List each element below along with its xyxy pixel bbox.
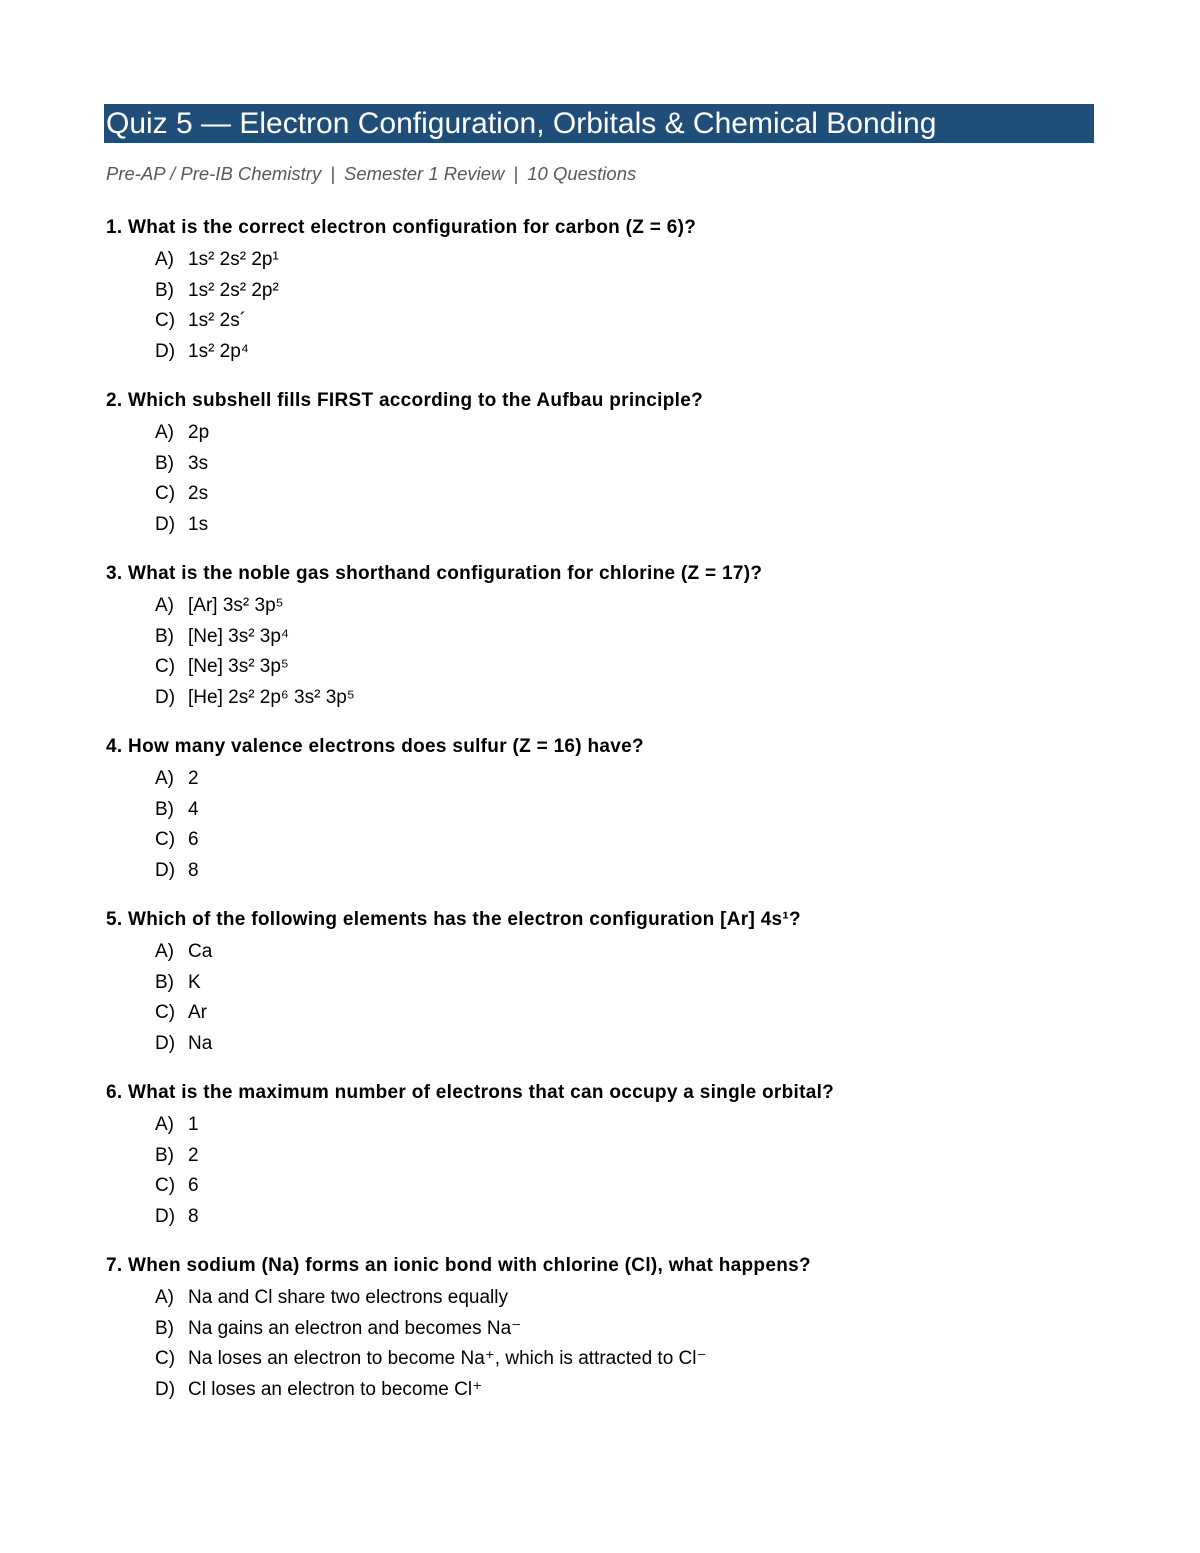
option-text: 1s² 2s² 2p¹ [188,249,279,270]
option-letter: C) [155,1002,176,1024]
option-text: [Ne] 3s² 3p⁵ [188,656,289,678]
option-letter: D) [155,687,176,709]
option-text: 2 [188,1144,199,1166]
option-letter: D) [155,514,176,536]
answer-option [155,998,1106,1029]
question-text [106,906,1106,934]
option-letter: D) [155,1206,176,1228]
subtitle-count: 10 Questions [527,163,637,184]
answer-option [155,652,1106,683]
option-list [106,245,1106,368]
question-number: 4. [106,736,123,757]
answer-option [155,306,1106,337]
question-prompt: Which subshell fills FIRST according to the Aufbau principle? [128,390,704,411]
question-text [106,560,1106,588]
question-number: 6. [106,1082,123,1103]
answer-option [155,825,1106,856]
question-prompt: What is the noble gas shorthand configuration for chlorine (Z = 17)? [128,563,763,584]
option-letter: D) [155,1033,176,1055]
option-letter: C) [155,1175,176,1197]
option-letter: A) [155,595,174,616]
answer-option [155,622,1106,653]
option-letter: C) [155,829,176,851]
question-text [106,214,1106,242]
answer-option [155,276,1106,307]
option-text: Na loses an electron to become Na⁺, which is attracted to Cl⁻ [188,1348,707,1370]
option-text: 4 [188,798,199,820]
question-2 [106,387,1106,560]
option-letter: C) [155,310,176,332]
subtitle-unit: Semester 1 Review [344,163,505,184]
option-text: [Ar] 3s² 3p⁵ [188,595,284,616]
question-prompt: When sodium (Na) forms an ionic bond with chlorine (Cl), what happens? [128,1255,811,1276]
option-letter: D) [155,860,176,882]
option-list [106,591,1106,714]
question-number: 7. [106,1255,123,1276]
option-letter: B) [155,1144,174,1166]
option-letter: A) [155,1114,174,1135]
page-title: Quiz 5 — Electron Configuration, Orbitals & Chemical Bonding [106,107,937,140]
answer-option [155,245,1106,276]
answer-option [155,1029,1106,1060]
question-prompt: Which of the following elements has the electron configuration [Ar] 4s¹? [128,909,801,930]
title-bar [104,104,1094,143]
option-text: 1s² 2s´ [188,310,247,332]
answer-option [155,418,1106,449]
option-text: Na gains an electron and becomes Na⁻ [188,1317,522,1339]
option-text: 8 [188,1206,199,1228]
option-letter: D) [155,341,176,363]
question-4 [106,733,1106,906]
option-text: Na [188,1033,213,1055]
option-list [106,1110,1106,1233]
answer-option [155,591,1106,622]
question-prompt: What is the maximum number of electrons that can occupy a single orbital? [128,1082,835,1103]
question-text [106,1079,1106,1107]
answer-option [155,1141,1106,1172]
option-letter: A) [155,1287,174,1308]
option-letter: C) [155,483,176,505]
option-letter: A) [155,768,174,789]
option-text: K [188,971,201,993]
question-number: 5. [106,909,123,930]
answer-option [155,937,1106,968]
option-letter: B) [155,798,174,820]
question-number: 3. [106,563,123,584]
option-text: Ca [188,941,213,962]
answer-option [155,1202,1106,1233]
option-list [106,418,1106,541]
option-text: 6 [188,1175,199,1197]
option-list [106,764,1106,887]
answer-option [155,1110,1106,1141]
option-letter: C) [155,656,176,678]
answer-option [155,479,1106,510]
question-number: 2. [106,390,123,411]
answer-option [155,1314,1106,1345]
subtitle [106,161,636,187]
question-3 [106,560,1106,733]
answer-option [155,337,1106,368]
option-text: 1s² 2p⁴ [188,341,249,363]
option-text: Cl loses an electron to become Cl⁺ [188,1379,483,1401]
answer-option [155,683,1106,714]
option-text: 8 [188,860,199,882]
option-text: 1s² 2s² 2p² [188,279,279,301]
question-text [106,387,1106,415]
option-letter: A) [155,249,174,270]
answer-option [155,764,1106,795]
option-text: [Ne] 3s² 3p⁴ [188,625,290,647]
subtitle-separator: | [330,163,336,184]
answer-option [155,1344,1106,1375]
option-text: Na and Cl share two electrons equally [188,1287,509,1308]
option-letter: B) [155,625,174,647]
question-prompt: How many valence electrons does sulfur (Z = 16) have? [128,736,644,757]
option-text: 2 [188,768,199,789]
option-text: [He] 2s² 2p⁶ 3s² 3p⁵ [188,687,355,709]
question-prompt: What is the correct electron configuration for carbon (Z = 6)? [128,217,697,238]
answer-option [155,510,1106,541]
subtitle-course: Pre-AP / Pre-IB Chemistry [106,163,322,184]
option-letter: C) [155,1348,176,1370]
option-letter: B) [155,452,174,474]
option-text: 2p [188,422,210,443]
option-text: 1s [188,514,209,536]
answer-option [155,1171,1106,1202]
option-letter: B) [155,279,174,301]
subtitle-separator: | [513,163,519,184]
question-7 [106,1252,1106,1425]
question-1 [106,214,1106,387]
option-text: Ar [188,1002,207,1024]
answer-option [155,1283,1106,1314]
answer-option [155,1375,1106,1406]
answer-option [155,449,1106,480]
option-letter: B) [155,971,174,993]
question-number: 1. [106,217,123,238]
option-text: 2s [188,483,209,505]
answer-option [155,856,1106,887]
option-text: 1 [188,1114,199,1135]
answer-option [155,968,1106,999]
answer-option [155,795,1106,826]
question-text [106,733,1106,761]
option-letter: D) [155,1379,176,1401]
question-5 [106,906,1106,1079]
option-text: 6 [188,829,199,851]
option-letter: A) [155,941,174,962]
option-text: 3s [188,452,209,474]
option-letter: A) [155,422,174,443]
option-list [106,1283,1106,1406]
question-list [106,214,1106,1425]
option-letter: B) [155,1317,174,1339]
question-text [106,1252,1106,1280]
option-list [106,937,1106,1060]
question-6 [106,1079,1106,1252]
